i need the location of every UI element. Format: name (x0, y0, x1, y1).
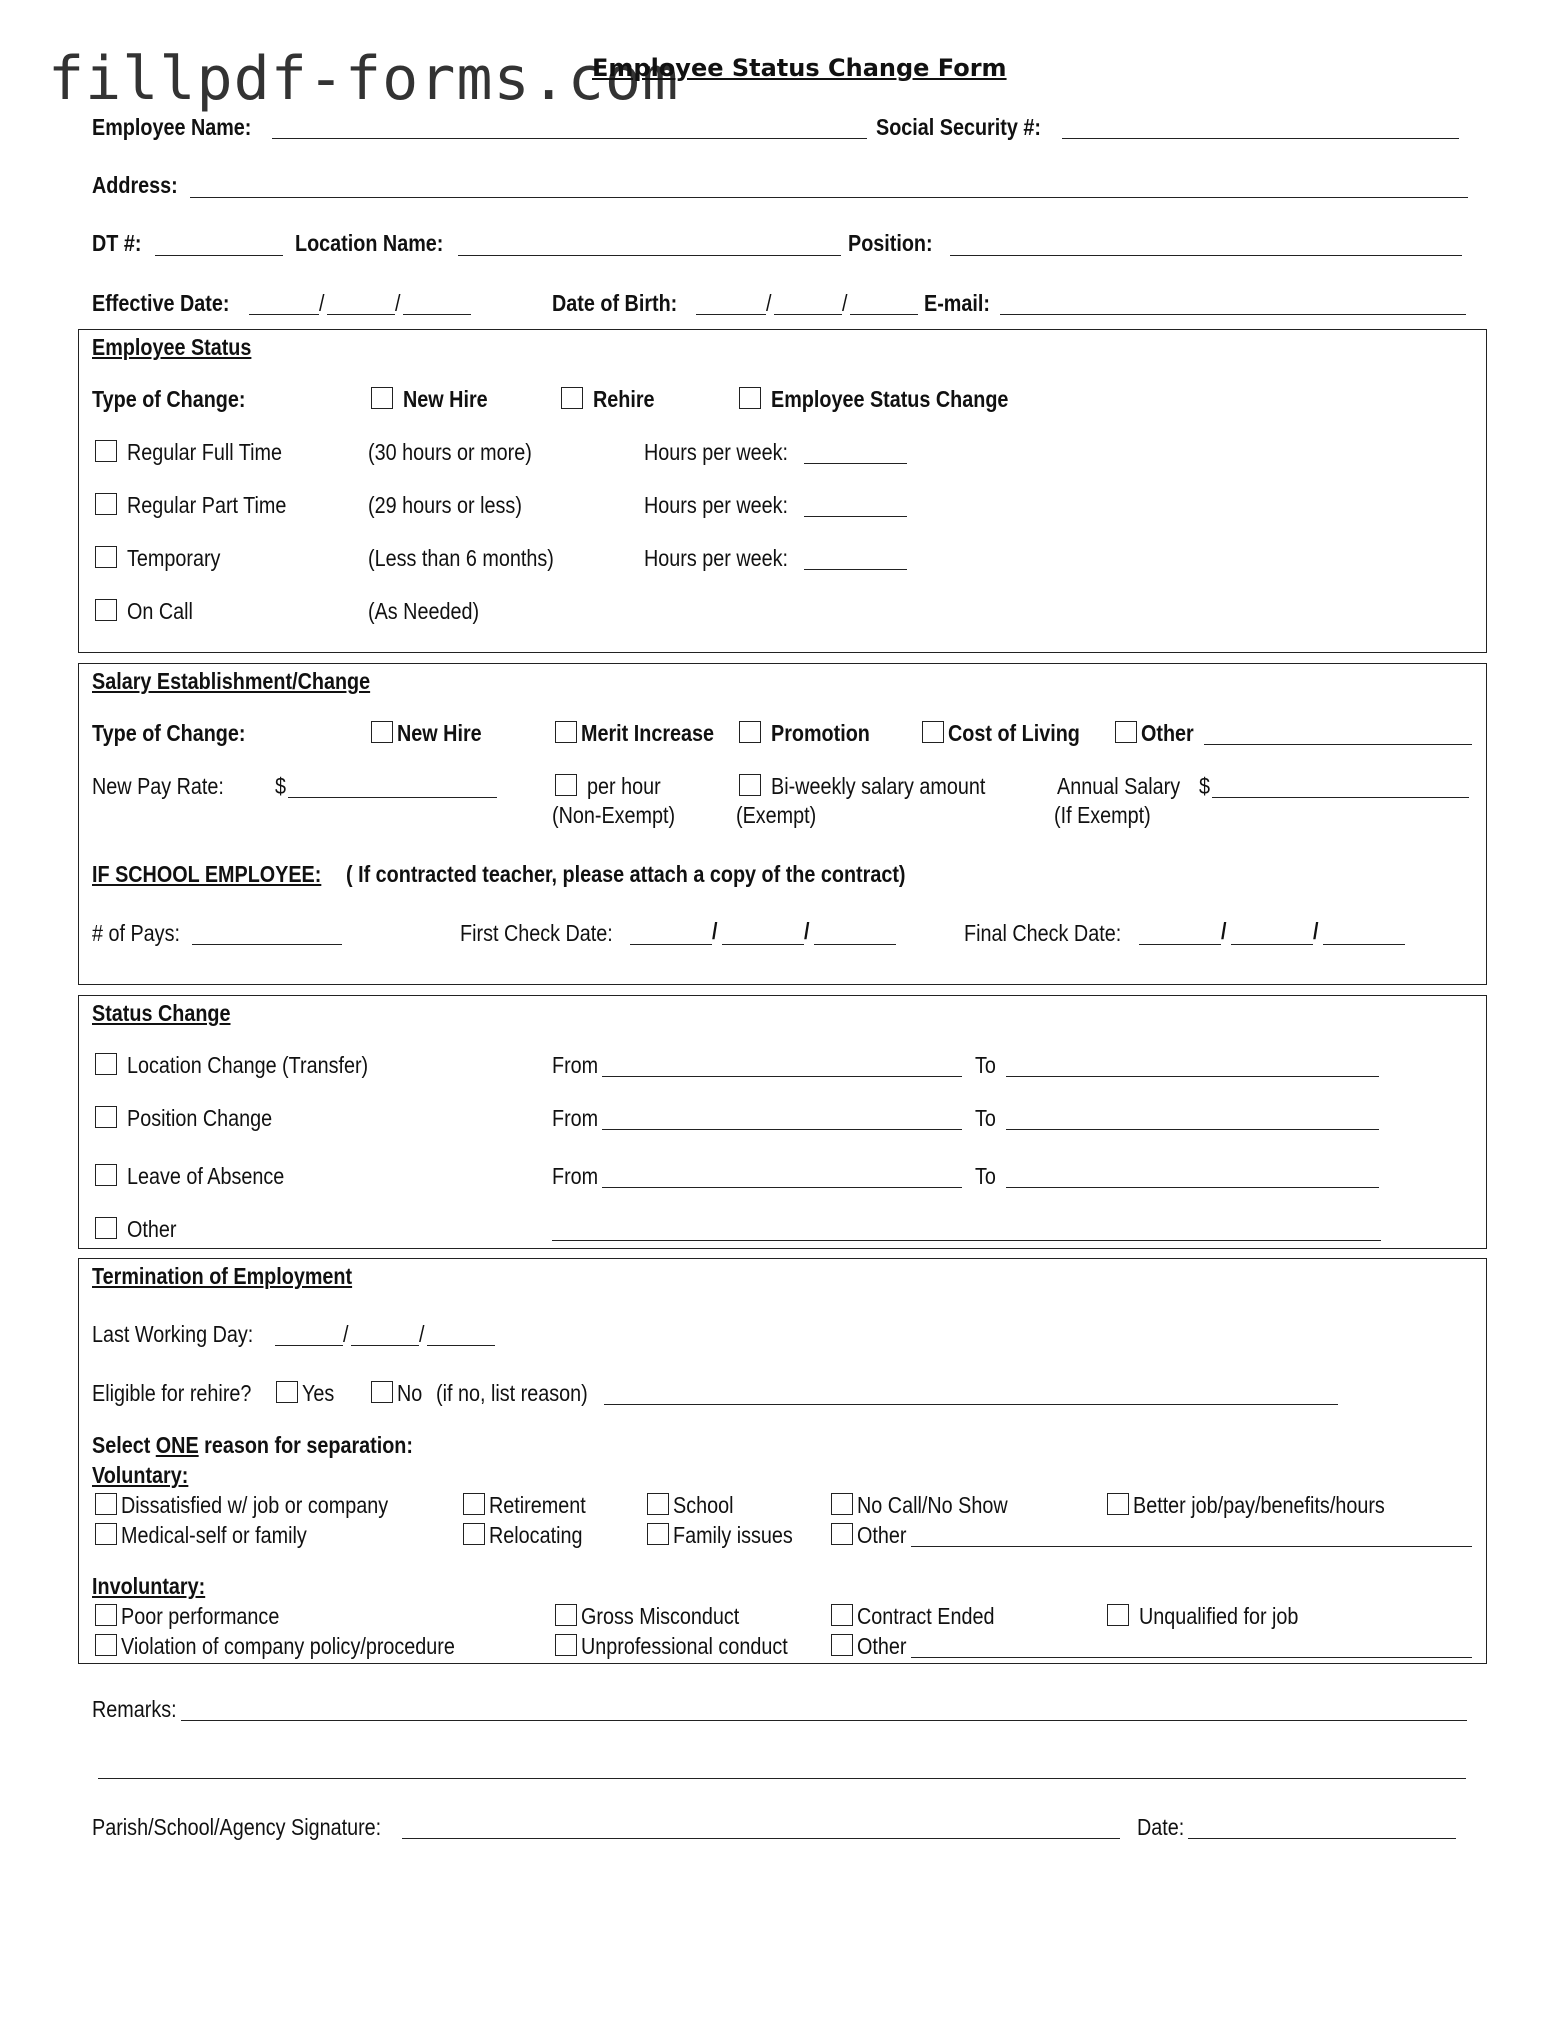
biweekly-checkbox[interactable] (739, 774, 761, 796)
location-change-checkbox[interactable] (95, 1053, 117, 1075)
slash: / (712, 918, 718, 944)
status-change-section (78, 995, 1487, 1249)
cost-of-living-label: Cost of Living (948, 720, 1080, 746)
location-name-label: Location Name: (295, 230, 444, 256)
first-check-label: First Check Date: (460, 920, 613, 946)
last-day-year-field[interactable] (427, 1345, 495, 1346)
poor-performance-checkbox[interactable] (95, 1604, 117, 1626)
signature-label: Parish/School/Agency Signature: (92, 1814, 382, 1840)
vol-other-checkbox[interactable] (831, 1523, 853, 1545)
slash: / (395, 290, 401, 316)
new-pay-rate-field[interactable] (288, 797, 497, 798)
contract-ended-label: Contract Ended (857, 1603, 995, 1629)
unprofessional-checkbox[interactable] (555, 1634, 577, 1656)
status-other-field[interactable] (552, 1240, 1381, 1241)
full-time-note: (30 hours or more) (368, 439, 532, 465)
family-issues-checkbox[interactable] (647, 1523, 669, 1545)
annual-salary-field[interactable] (1212, 797, 1469, 798)
position-field[interactable] (950, 255, 1462, 256)
slash: / (804, 918, 810, 944)
retirement-label: Retirement (489, 1492, 586, 1518)
sal-other-label: Other (1141, 720, 1194, 746)
per-hour-checkbox[interactable] (555, 774, 577, 796)
position-from-label: From (552, 1105, 599, 1131)
promotion-label: Promotion (771, 720, 870, 746)
leave-from-field[interactable] (602, 1187, 962, 1188)
part-time-hours-label: Hours per week: (644, 492, 789, 518)
effective-date-label: Effective Date: (92, 290, 230, 316)
signature-date-label: Date: (1137, 1814, 1185, 1840)
dt-field[interactable] (155, 255, 283, 256)
no-call-no-show-checkbox[interactable] (831, 1493, 853, 1515)
signature-date-field[interactable] (1188, 1838, 1456, 1839)
location-name-field[interactable] (458, 255, 841, 256)
final-check-label: Final Check Date: (964, 920, 1122, 946)
relocating-label: Relocating (489, 1522, 583, 1548)
employee-name-field[interactable] (272, 138, 867, 139)
gross-misconduct-checkbox[interactable] (555, 1604, 577, 1626)
address-label: Address: (92, 172, 178, 198)
part-time-checkbox[interactable] (95, 493, 117, 515)
last-day-day-field[interactable] (351, 1345, 419, 1346)
slash: / (1313, 918, 1319, 944)
better-job-checkbox[interactable] (1107, 1493, 1129, 1515)
retirement-checkbox[interactable] (463, 1493, 485, 1515)
temporary-hours-field[interactable] (804, 569, 907, 570)
salary-type-label: Type of Change: (92, 720, 246, 746)
leave-to-field[interactable] (1006, 1187, 1379, 1188)
date-of-birth-label: Date of Birth: (552, 290, 678, 316)
new-pay-rate-label: New Pay Rate: (92, 773, 224, 799)
position-to-label: To (975, 1105, 996, 1131)
full-time-hours-field[interactable] (804, 463, 907, 464)
annual-dollar-sign: $ (1199, 773, 1211, 799)
per-hour-label: per hour (587, 773, 661, 799)
location-to-label: To (975, 1052, 996, 1078)
if-exempt-label: (If Exempt) (1054, 802, 1151, 828)
position-change-label: Position Change (127, 1105, 273, 1131)
position-from-field[interactable] (602, 1129, 962, 1130)
salary-heading: Salary Establishment/Change (92, 668, 371, 694)
merit-increase-label: Merit Increase (581, 720, 715, 746)
policy-violation-label: Violation of company policy/procedure (121, 1633, 455, 1659)
involuntary-heading: Involuntary: (92, 1573, 206, 1599)
form-title: Employee Status Change Form (592, 54, 1007, 82)
remarks-field[interactable] (181, 1720, 1467, 1721)
employee-status-section (78, 329, 1487, 653)
rehire-no-checkbox[interactable] (371, 1381, 393, 1403)
dob-month-field[interactable] (696, 314, 766, 315)
final-check-day-field[interactable] (1231, 944, 1313, 945)
effective-year-field[interactable] (403, 314, 471, 315)
part-time-note: (29 hours or less) (368, 492, 522, 518)
es-type-label: Type of Change: (92, 386, 246, 412)
dob-year-field[interactable] (850, 314, 918, 315)
non-exempt-label: (Non-Exempt) (552, 802, 676, 828)
location-change-label: Location Change (Transfer) (127, 1052, 369, 1078)
effective-month-field[interactable] (249, 314, 319, 315)
rehire-yes-checkbox[interactable] (276, 1381, 298, 1403)
es-rehire-label: Rehire (593, 386, 655, 412)
leave-from-label: From (552, 1163, 599, 1189)
employee-name-label: Employee Name: (92, 114, 252, 140)
inv-other-field[interactable] (911, 1657, 1472, 1658)
status-change-heading: Status Change (92, 1000, 231, 1026)
address-field[interactable] (190, 197, 1468, 198)
email-label: E-mail: (924, 290, 990, 316)
slash: / (419, 1321, 425, 1347)
first-check-day-field[interactable] (722, 944, 804, 945)
eligible-rehire-label: Eligible for rehire? (92, 1380, 252, 1406)
ssn-label: Social Security #: (876, 114, 1041, 140)
leave-of-absence-label: Leave of Absence (127, 1163, 285, 1189)
better-job-label: Better job/pay/benefits/hours (1133, 1492, 1385, 1518)
status-other-label: Other (127, 1216, 177, 1242)
position-to-field[interactable] (1006, 1129, 1379, 1130)
rehire-no-label: No (397, 1380, 423, 1406)
annual-salary-label: Annual Salary (1057, 773, 1181, 799)
cost-of-living-checkbox[interactable] (922, 721, 944, 743)
no-reason-field[interactable] (604, 1404, 1338, 1405)
promotion-checkbox[interactable] (739, 721, 761, 743)
temporary-checkbox[interactable] (95, 546, 117, 568)
num-pays-label: # of Pays: (92, 920, 180, 946)
medical-label: Medical-self or family (121, 1522, 307, 1548)
final-check-month-field[interactable] (1139, 944, 1221, 945)
sal-other-checkbox[interactable] (1115, 721, 1137, 743)
no-call-no-show-label: No Call/No Show (857, 1492, 1008, 1518)
school-label: School (673, 1492, 734, 1518)
slash: / (842, 290, 848, 316)
position-change-checkbox[interactable] (95, 1106, 117, 1128)
email-field[interactable] (1000, 314, 1466, 315)
temporary-hours-label: Hours per week: (644, 545, 789, 571)
dob-day-field[interactable] (774, 314, 842, 315)
slash: / (343, 1321, 349, 1347)
num-pays-field[interactable] (192, 944, 342, 945)
family-issues-label: Family issues (673, 1522, 793, 1548)
no-reason-label: (if no, list reason) (436, 1380, 588, 1406)
pay-dollar-sign: $ (275, 773, 287, 799)
remarks-field-line-2[interactable] (98, 1778, 1466, 1779)
es-new-hire-checkbox[interactable] (371, 387, 393, 409)
watermark: fillpdf-forms.com (48, 44, 680, 114)
vol-other-field[interactable] (911, 1546, 1472, 1547)
temporary-label: Temporary (127, 545, 221, 571)
on-call-note: (As Needed) (368, 598, 480, 624)
last-working-day-label: Last Working Day: (92, 1321, 254, 1347)
dt-label: DT #: (92, 230, 142, 256)
first-check-year-field[interactable] (814, 944, 896, 945)
full-time-label: Regular Full Time (127, 439, 283, 465)
slash: / (319, 290, 325, 316)
sal-new-hire-checkbox[interactable] (371, 721, 393, 743)
relocating-checkbox[interactable] (463, 1523, 485, 1545)
dissatisfied-checkbox[interactable] (95, 1493, 117, 1515)
dissatisfied-label: Dissatisfied w/ job or company (121, 1492, 389, 1518)
policy-violation-checkbox[interactable] (95, 1634, 117, 1656)
es-status-change-checkbox[interactable] (739, 387, 761, 409)
merit-increase-checkbox[interactable] (555, 721, 577, 743)
vol-other-label: Other (857, 1522, 907, 1548)
status-other-checkbox[interactable] (95, 1217, 117, 1239)
full-time-checkbox[interactable] (95, 440, 117, 462)
slash: / (1221, 918, 1227, 944)
effective-day-field[interactable] (327, 314, 395, 315)
ssn-field[interactable] (1062, 138, 1459, 139)
employee-status-heading: Employee Status (92, 334, 252, 360)
es-status-change-label: Employee Status Change (771, 386, 1009, 412)
final-check-year-field[interactable] (1323, 944, 1405, 945)
contract-ended-checkbox[interactable] (831, 1604, 853, 1626)
inv-other-checkbox[interactable] (831, 1634, 853, 1656)
leave-to-label: To (975, 1163, 996, 1189)
first-check-month-field[interactable] (630, 944, 712, 945)
location-from-label: From (552, 1052, 599, 1078)
temporary-note: (Less than 6 months) (368, 545, 554, 571)
exempt-label: (Exempt) (736, 802, 817, 828)
unprofessional-label: Unprofessional conduct (581, 1633, 788, 1659)
leave-of-absence-checkbox[interactable] (95, 1164, 117, 1186)
location-from-field[interactable] (602, 1076, 962, 1077)
last-day-month-field[interactable] (275, 1345, 343, 1346)
es-rehire-checkbox[interactable] (561, 387, 583, 409)
termination-heading: Termination of Employment (92, 1263, 353, 1289)
part-time-hours-field[interactable] (804, 516, 907, 517)
on-call-label: On Call (127, 598, 193, 624)
es-new-hire-label: New Hire (403, 386, 488, 412)
unqualified-label: Unqualified for job (1139, 1603, 1299, 1629)
slash: / (766, 290, 772, 316)
gross-misconduct-label: Gross Misconduct (581, 1603, 740, 1629)
school-employee-note: ( If contracted teacher, please attach a copy of the contract) (346, 861, 906, 887)
inv-other-label: Other (857, 1633, 907, 1659)
full-time-hours-label: Hours per week: (644, 439, 789, 465)
biweekly-label: Bi-weekly salary amount (771, 773, 986, 799)
poor-performance-label: Poor performance (121, 1603, 280, 1629)
signature-field[interactable] (402, 1838, 1120, 1839)
part-time-label: Regular Part Time (127, 492, 287, 518)
unqualified-checkbox[interactable] (1107, 1604, 1129, 1626)
rehire-yes-label: Yes (302, 1380, 335, 1406)
sal-new-hire-label: New Hire (397, 720, 482, 746)
school-checkbox[interactable] (647, 1493, 669, 1515)
voluntary-heading: Voluntary: (92, 1462, 189, 1488)
sal-other-field[interactable] (1204, 744, 1472, 745)
select-reason-label: Select ONE reason for separation: (92, 1432, 413, 1458)
school-employee-heading: IF SCHOOL EMPLOYEE: (92, 861, 322, 887)
location-to-field[interactable] (1006, 1076, 1379, 1077)
medical-checkbox[interactable] (95, 1523, 117, 1545)
remarks-label: Remarks: (92, 1696, 177, 1722)
on-call-checkbox[interactable] (95, 599, 117, 621)
position-label: Position: (848, 230, 933, 256)
